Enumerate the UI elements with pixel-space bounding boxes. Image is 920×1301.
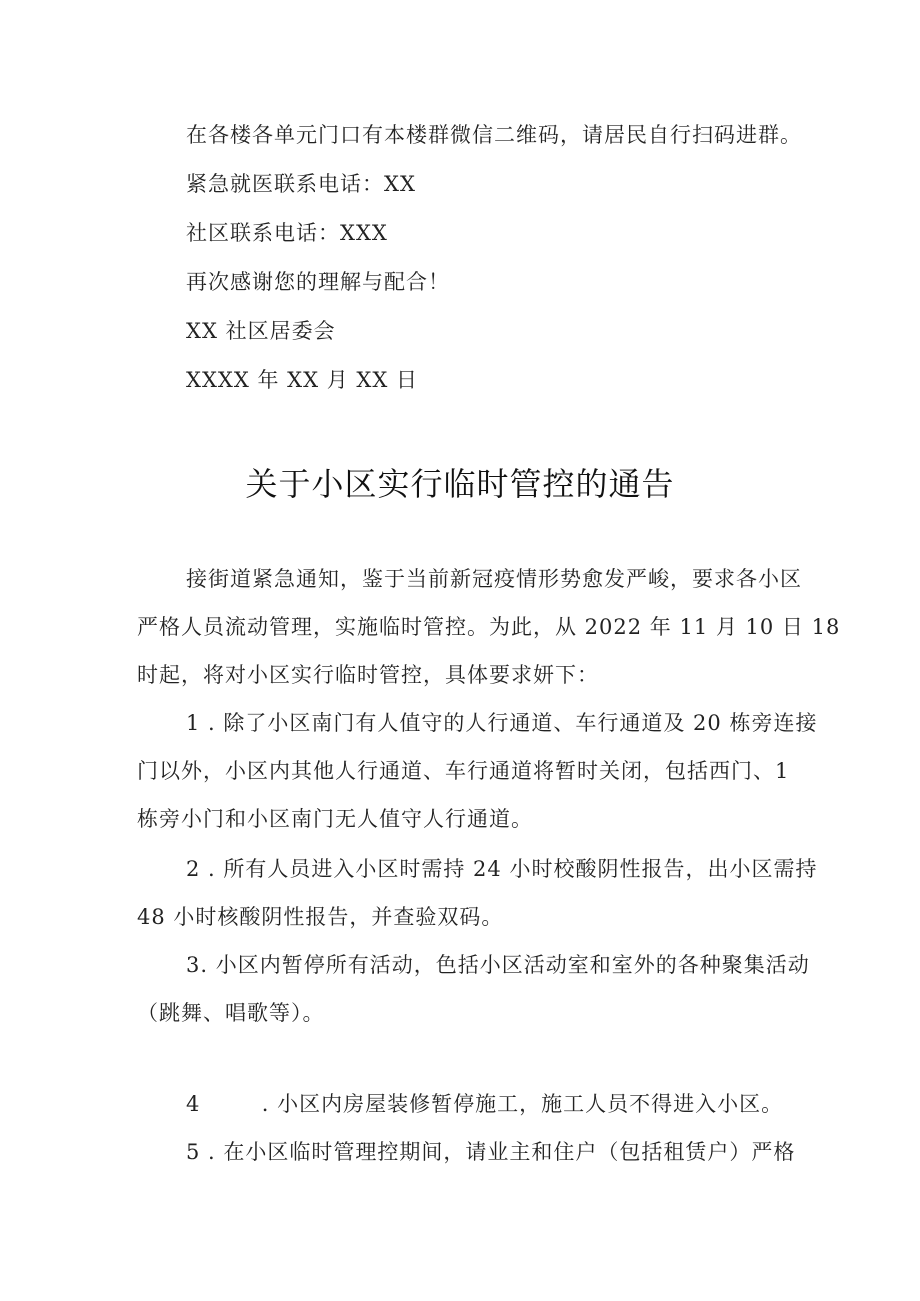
paragraph-line: 严格人员流动管理，实施临时管控。为此，从 2022 年 11 月 10 日 18 <box>137 615 841 639</box>
paragraph-line: 接街道紧急通知，鉴于当前新冠疫情形势愈发严峻，要求各小区 <box>186 567 802 591</box>
thanks-line: 再次感谢您的理解与配合！ <box>186 270 450 294</box>
notice-title: 关于小区实行临时管控的通告 <box>245 465 675 503</box>
committee-signature: XX 社区居委会 <box>186 319 336 343</box>
item-3-line: （跳舞、唱歌等）。 <box>137 1001 325 1025</box>
emergency-phone-line: 紧急就医联系电话：XX <box>186 172 416 196</box>
item-2-line: 2 . 所有人员进入小区时需持 24 小时校酸阴性报告，出小区需持 <box>186 857 818 881</box>
item-1-line: 门以外，小区内其他人行通道、车行通道将暂时关闭，包括西门、1 <box>137 759 790 783</box>
item-2-line: 48 小时核酸阴性报告，并查验双码。 <box>137 905 504 929</box>
date-line: XXXX 年 XX 月 XX 日 <box>186 368 418 392</box>
item-4-line: 4 . 小区内房屋装修暂停施工，施工人员不得进入小区。 <box>186 1092 784 1116</box>
item-1-line: 栋旁小门和小区南门无人值守人行通道。 <box>137 807 533 831</box>
notice-text-line: 在各楼各单元门口有本楼群微信二维码，请居民自行扫码进群。 <box>186 123 802 147</box>
paragraph-line: 时起，将对小区实行临时管控，具体要求妍下： <box>137 663 599 687</box>
item-3-line: 3. 小区内暂停所有活动，色括小区活动室和室外的各种聚集活动 <box>186 953 810 977</box>
community-phone-line: 社区联系电话：XXX <box>186 221 388 245</box>
item-1-line: 1 . 除了小区南门有人值守的人行通道、车行通道及 20 栋旁连接 <box>186 711 818 735</box>
item-5-line: 5 . 在小区临时管理控期间，请业主和住户（包括租赁户）严格 <box>186 1140 796 1164</box>
